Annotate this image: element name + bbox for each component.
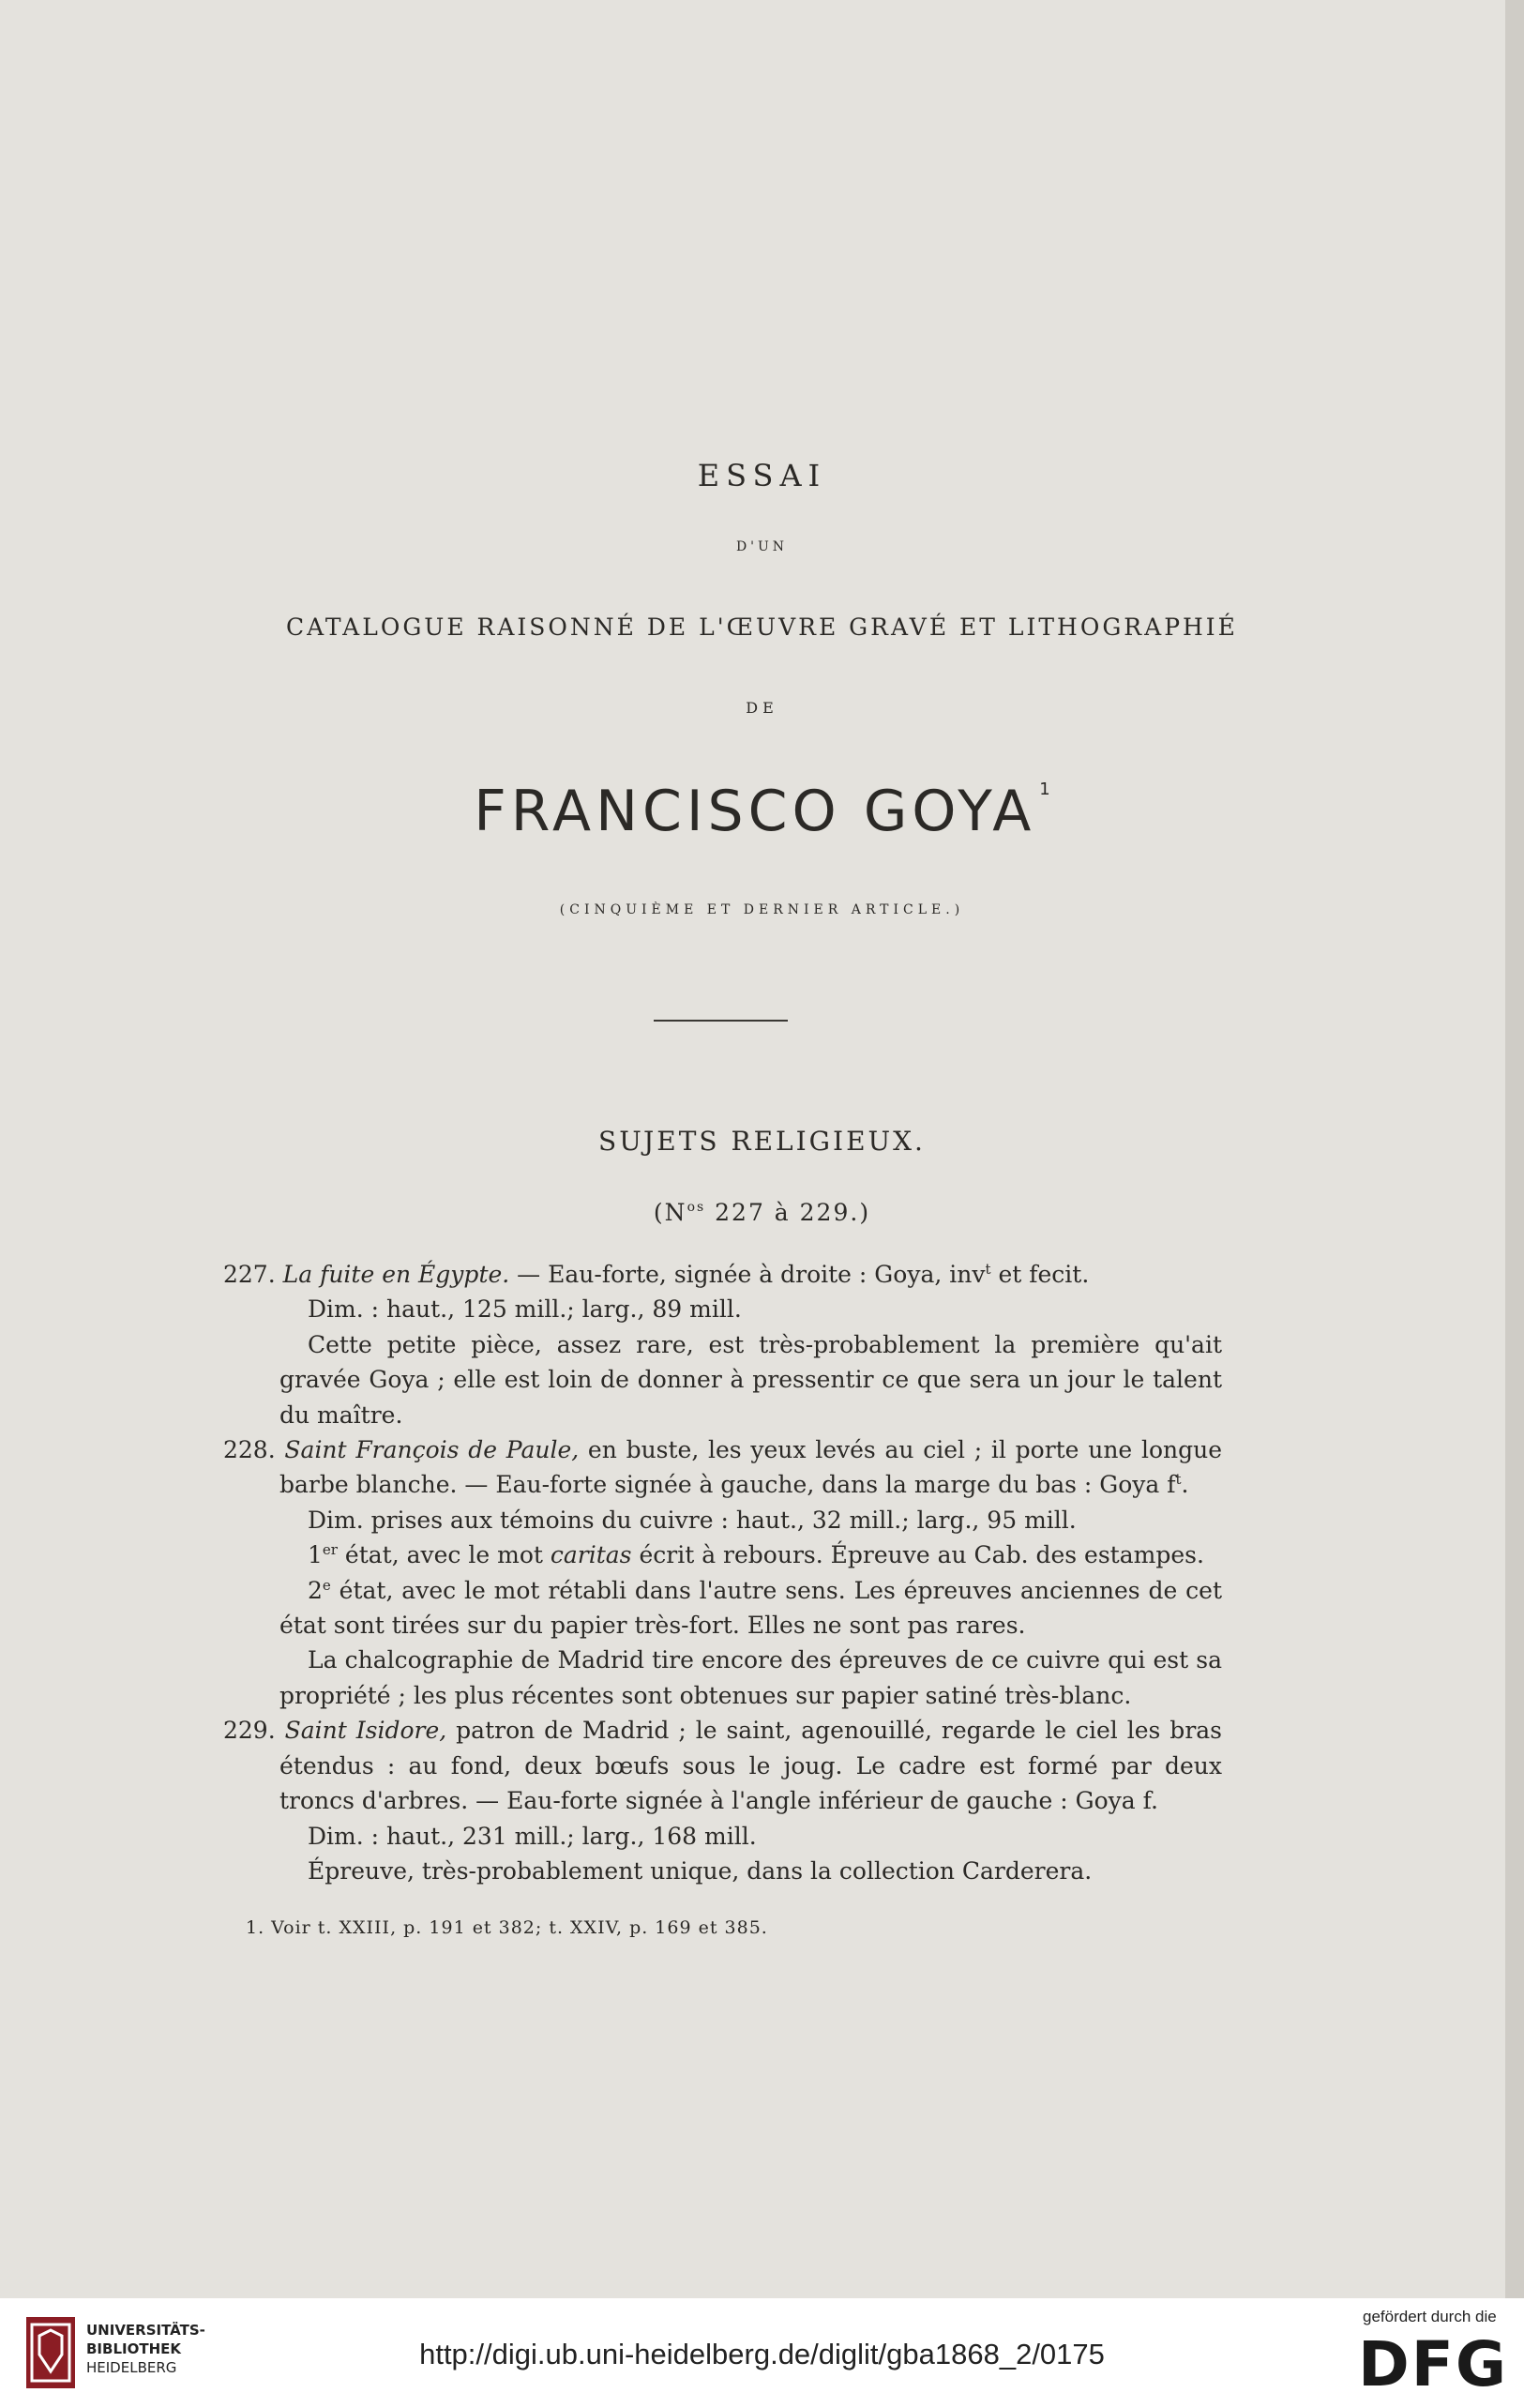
entry-227-dim: Dim. : haut., 125 mill.; larg., 89 mill. [308, 1295, 742, 1324]
section-heading: SUJETS RELIGIEUX. [598, 1126, 926, 1157]
entry-229-para: Épreuve, très-probablement unique, dans la collection Carderera. [308, 1856, 1093, 1885]
entry-number: 228. [223, 1436, 276, 1464]
entry-title: Saint Isidore, [284, 1717, 447, 1745]
title-catalogue: CATALOGUE RAISONNÉ DE L'ŒUVRE GRAVÉ ET LITHOGRAPHIÉ [286, 613, 1238, 641]
entry-text: — Eau-forte, signée à droite : Goya, inv [509, 1261, 986, 1288]
superscript: t [1175, 1471, 1182, 1489]
title-artist-name [0, 779, 1524, 844]
entry-228-dim: Dim. prises aux témoins du cuivre : haut., 32 mill.; larg., 95 mill. [308, 1506, 1077, 1534]
entry-228-para: La chalcographie de Madrid tire encore des épreuves de ce cuivre qui est sa propriété ; les plus récentes sont obtenues sur papier satiné très-blanc. [279, 1646, 1222, 1709]
entry-229-dim: Dim. : haut., 231 mill.; larg., 168 mill. [308, 1822, 757, 1850]
dfg-logo: DFG [1358, 2328, 1509, 2400]
range-open: (N [653, 1199, 687, 1226]
state-number: 2 [308, 1576, 323, 1604]
entry-227 [223, 1257, 1222, 1292]
entry-text: et fecit. [990, 1261, 1090, 1288]
entry-227-para: Cette petite pièce, assez rare, est très-probablement la première qu'ait gravée Goya ; elle est loin de donner à pressentir ce que sera un jour le talent du maître. [279, 1330, 1222, 1429]
entry-228 [223, 1432, 1222, 1503]
superscript: er [322, 1541, 338, 1559]
range-sup: os [687, 1200, 706, 1215]
section-range [0, 1199, 1524, 1226]
entry-text: . [1181, 1471, 1189, 1499]
italic-word: caritas [550, 1541, 632, 1569]
title-article: (CINQUIÈME ET DERNIER ARTICLE.) [559, 902, 965, 917]
catalogue-body [223, 1257, 1222, 1888]
artist-name: FRANCISCO GOYA [474, 779, 1036, 844]
entry-228-state1 [223, 1537, 1222, 1572]
entry-text: patron de Madrid ; le saint, agenouillé, regarde le ciel les bras étendus : au fond, deux bœufs sous le joug. Le cadre est formé par deux troncs d'arbres. — Eau-forte signée à l'angle inférieur de gauche : Goya f. [279, 1717, 1222, 1815]
range-rest: 227 à 229.) [705, 1199, 871, 1226]
footnote: 1. Voir t. XXIII, p. 191 et 382; t. XXIV, p. 169 et 385. [246, 1917, 768, 1938]
entry-title: Saint François de Paule, [284, 1436, 580, 1464]
library-line-2: BIBLIOTHEK [86, 2340, 181, 2357]
entry-number: 229. [223, 1717, 276, 1745]
permalink-url[interactable]: http://digi.ub.uni-heidelberg.de/diglit/gba1868_2/0175 [419, 2338, 1105, 2370]
library-line-3: HEIDELBERG [86, 2359, 177, 2376]
entry-text: écrit à rebours. Épreuve au Cab. des estampes. [631, 1541, 1204, 1569]
library-line-1: UNIVERSITÄTS- [86, 2322, 205, 2339]
title-essai: ESSAI [697, 458, 827, 493]
entry-number: 227. [223, 1261, 276, 1288]
entry-228-state2 [223, 1573, 1222, 1643]
entry-229 [223, 1713, 1222, 1818]
entry-text: en buste, les yeux levés au ciel ; il porte une longue barbe blanche. — Eau-forte signée à gauche, dans la marge du bas : Goya f [279, 1436, 1222, 1499]
superscript: e [322, 1576, 331, 1594]
entry-text: état, avec le mot rétabli dans l'autre sens. Les épreuves anciennes de cet état sont tirées sur du papier très-fort. Elles ne sont pas rares. [279, 1576, 1222, 1640]
title-dun: D'UN [735, 539, 789, 554]
title-de: DE [746, 699, 778, 717]
superscript: t [985, 1261, 991, 1278]
funded-by-label: gefördert durch die [1363, 2308, 1497, 2325]
entry-text: état, avec le mot [337, 1541, 551, 1569]
footnote-marker: 1 [1039, 780, 1050, 799]
state-number: 1 [308, 1541, 323, 1569]
entry-title: La fuite en Égypte. [282, 1261, 510, 1288]
divider-rule [654, 1020, 788, 1022]
